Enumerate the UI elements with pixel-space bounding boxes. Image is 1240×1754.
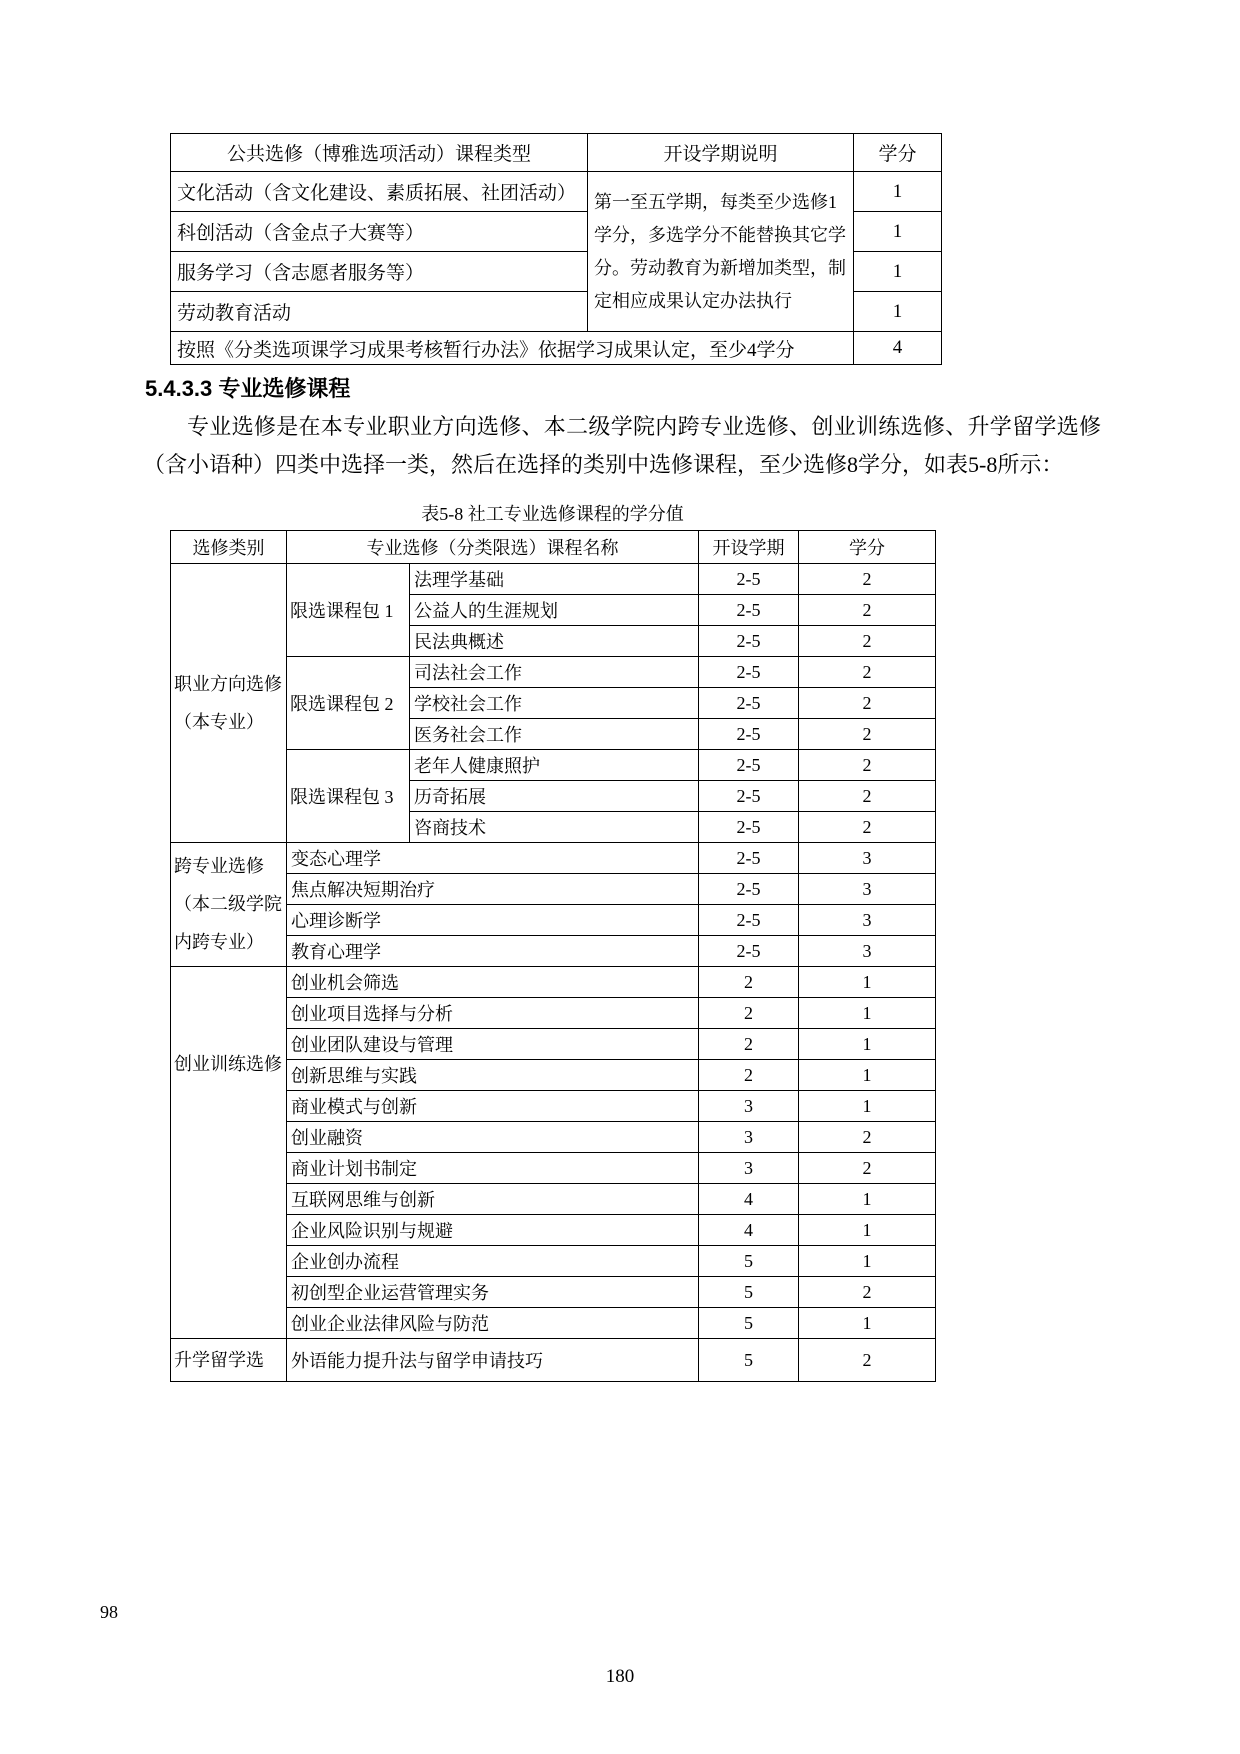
course-name-cell: 心理诊断学 (287, 905, 699, 936)
table-header-cell: 专业选修（分类限选）课程名称 (287, 531, 699, 564)
course-name-cell: 教育心理学 (287, 936, 699, 967)
course-name-cell: 创新思维与实践 (287, 1060, 699, 1091)
credit-cell: 2 (799, 595, 936, 626)
section-heading: 5.4.3.3 专业选修课程 (145, 376, 351, 401)
table-header-cell: 选修类别 (171, 531, 287, 564)
page-number-left: 98 (100, 1602, 118, 1622)
semester-cell: 2-5 (699, 564, 799, 595)
credit-cell: 2 (799, 688, 936, 719)
table-header-cell: 公共选修（博雅选项活动）课程类型 (171, 134, 588, 172)
credit-cell: 2 (799, 750, 936, 781)
semester-cell: 3 (699, 1122, 799, 1153)
credit-cell: 1 (854, 172, 942, 212)
credit-cell: 2 (799, 781, 936, 812)
course-name-cell: 医务社会工作 (410, 719, 699, 750)
category-cell: 跨专业选修（本二级学院内跨专业） (171, 843, 287, 967)
credit-cell: 1 (799, 967, 936, 998)
course-name-cell: 商业模式与创新 (287, 1091, 699, 1122)
course-name-cell: 初创型企业运营管理实务 (287, 1277, 699, 1308)
table-row (171, 172, 942, 212)
table-header-cell: 开设学期说明 (588, 134, 854, 172)
semester-cell: 2-5 (699, 595, 799, 626)
credit-cell: 1 (799, 1029, 936, 1060)
table-header-row (171, 531, 936, 564)
table-row (171, 843, 936, 874)
body-paragraph: 专业选修是在本专业职业方向选修、本二级学院内跨专业选修、创业训练选修、升学留学选修（含小语种）四类中选择一类，然后在选择的类别中选修课程，至少选修8学分，如表5-8所示： (143, 414, 1101, 477)
semester-cell: 2-5 (699, 750, 799, 781)
activity-type-cell: 劳动教育活动 (171, 292, 588, 332)
credit-cell: 1 (854, 212, 942, 252)
course-name-cell: 互联网思维与创新 (287, 1184, 699, 1215)
table-caption: 表5-8 社工专业选修课程的学分值 (421, 504, 684, 524)
credit-cell: 1 (799, 1246, 936, 1277)
credit-cell: 2 (799, 1122, 936, 1153)
category-cell: 创业训练选修 (171, 967, 287, 1339)
table-header-row (171, 134, 942, 172)
table-header-cell: 开设学期 (699, 531, 799, 564)
semester-cell: 4 (699, 1215, 799, 1246)
course-name-cell: 创业企业法律风险与防范 (287, 1308, 699, 1339)
activity-type-cell: 服务学习（含志愿者服务等） (171, 252, 588, 292)
semester-cell: 2-5 (699, 936, 799, 967)
package-cell: 限选课程包 2 (287, 657, 410, 750)
course-name-cell: 学校社会工作 (410, 688, 699, 719)
semester-cell: 2-5 (699, 781, 799, 812)
table-row (171, 332, 942, 365)
package-cell: 限选课程包 3 (287, 750, 410, 843)
course-name-cell: 公益人的生涯规划 (410, 595, 699, 626)
activity-type-cell: 科创活动（含金点子大赛等） (171, 212, 588, 252)
course-name-cell: 创业团队建设与管理 (287, 1029, 699, 1060)
course-name-cell: 变态心理学 (287, 843, 699, 874)
credit-cell: 1 (854, 252, 942, 292)
category-cell: 升学留学选 (171, 1339, 287, 1382)
course-name-cell: 创业机会筛选 (287, 967, 699, 998)
credit-cell: 3 (799, 936, 936, 967)
credit-cell: 1 (799, 1308, 936, 1339)
credit-cell: 2 (799, 1277, 936, 1308)
credit-cell: 1 (799, 1184, 936, 1215)
semester-note-cell: 第一至五学期，每类至少选修1学分，多选学分不能替换其它学分。劳动教育为新增加类型，制定相应成果认定办法执行 (588, 172, 854, 332)
table-header-cell: 学分 (799, 531, 936, 564)
course-name-cell: 企业创办流程 (287, 1246, 699, 1277)
credit-cell: 2 (799, 657, 936, 688)
assessment-note-cell: 按照《分类选项课学习成果考核暂行办法》依据学习成果认定，至少4学分 (171, 332, 854, 365)
credit-cell: 1 (854, 292, 942, 332)
semester-cell: 3 (699, 1153, 799, 1184)
semester-cell: 2-5 (699, 657, 799, 688)
credit-cell: 2 (799, 626, 936, 657)
course-name-cell: 外语能力提升法与留学申请技巧 (287, 1339, 699, 1382)
semester-cell: 2-5 (699, 719, 799, 750)
credit-cell: 2 (799, 1153, 936, 1184)
credit-cell: 2 (799, 564, 936, 595)
course-name-cell: 创业融资 (287, 1122, 699, 1153)
course-name-cell: 企业风险识别与规避 (287, 1215, 699, 1246)
credit-cell: 1 (799, 1060, 936, 1091)
semester-cell: 2 (699, 1060, 799, 1091)
package-cell: 限选课程包 1 (287, 564, 410, 657)
credit-cell: 2 (799, 719, 936, 750)
credit-cell: 3 (799, 843, 936, 874)
page-number-center: 180 (605, 1666, 635, 1687)
credit-cell: 2 (799, 812, 936, 843)
semester-cell: 2-5 (699, 812, 799, 843)
course-name-cell: 咨商技术 (410, 812, 699, 843)
category-cell: 职业方向选修（本专业） (171, 564, 287, 843)
course-name-cell: 创业项目选择与分析 (287, 998, 699, 1029)
credit-cell: 3 (799, 874, 936, 905)
semester-cell: 2-5 (699, 843, 799, 874)
semester-cell: 5 (699, 1339, 799, 1382)
table-header-cell: 学分 (854, 134, 942, 172)
course-name-cell: 法理学基础 (410, 564, 699, 595)
course-name-cell: 焦点解决短期治疗 (287, 874, 699, 905)
semester-cell: 2 (699, 1029, 799, 1060)
semester-cell: 2-5 (699, 626, 799, 657)
activity-type-cell: 文化活动（含文化建设、素质拓展、社团活动） (171, 172, 588, 212)
table-row (171, 1339, 936, 1382)
course-name-cell: 老年人健康照护 (410, 750, 699, 781)
elective-course-table (170, 530, 936, 1382)
semester-cell: 2-5 (699, 688, 799, 719)
credit-cell: 4 (854, 332, 942, 365)
course-name-cell: 民法典概述 (410, 626, 699, 657)
semester-cell: 5 (699, 1246, 799, 1277)
public-elective-table (170, 133, 942, 365)
semester-cell: 2-5 (699, 874, 799, 905)
course-name-cell: 历奇拓展 (410, 781, 699, 812)
course-name-cell: 商业计划书制定 (287, 1153, 699, 1184)
semester-cell: 5 (699, 1308, 799, 1339)
semester-cell: 2 (699, 998, 799, 1029)
semester-cell: 2 (699, 967, 799, 998)
semester-cell: 5 (699, 1277, 799, 1308)
credit-cell: 1 (799, 1091, 936, 1122)
table-row (171, 564, 936, 595)
table-row (171, 967, 936, 998)
semester-cell: 2-5 (699, 905, 799, 936)
semester-cell: 4 (699, 1184, 799, 1215)
credit-cell: 1 (799, 998, 936, 1029)
course-name-cell: 司法社会工作 (410, 657, 699, 688)
credit-cell: 2 (799, 1339, 936, 1382)
credit-cell: 3 (799, 905, 936, 936)
semester-cell: 3 (699, 1091, 799, 1122)
credit-cell: 1 (799, 1215, 936, 1246)
